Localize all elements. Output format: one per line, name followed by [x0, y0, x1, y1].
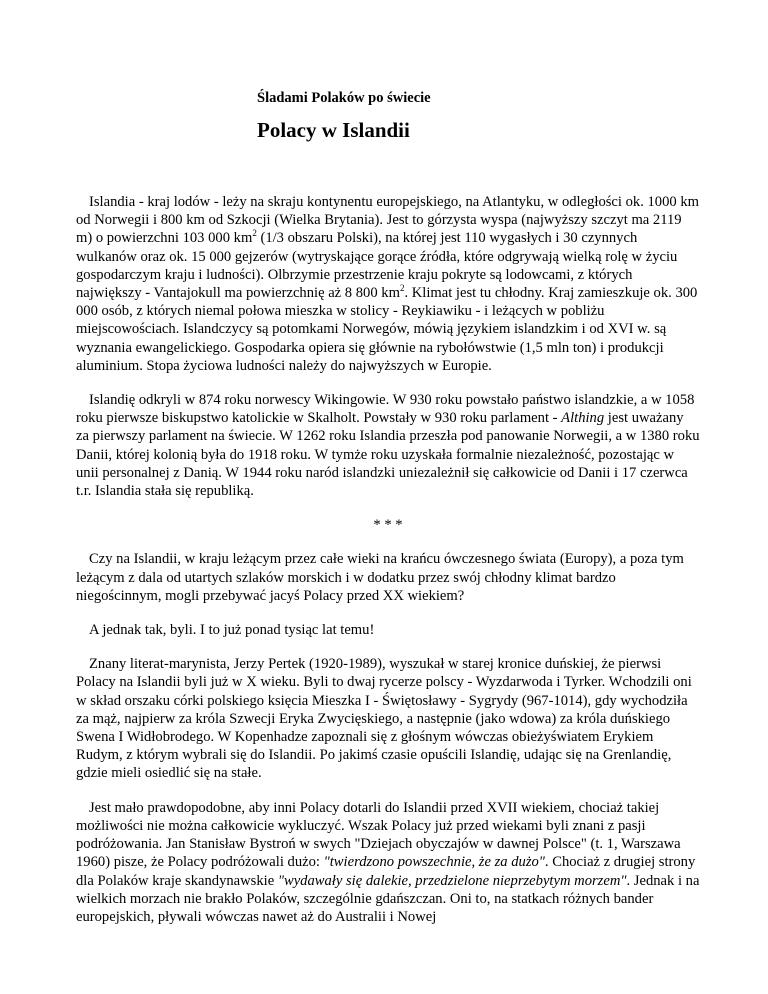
section-separator [76, 516, 700, 534]
superscript: 2 [399, 283, 405, 294]
paragraph [76, 655, 700, 782]
italic-text: "twierdzono powszechnie, że za dużo" [323, 854, 545, 871]
text-run: A jednak tak, byli. I to już ponad tysiąc lat temu! [89, 622, 375, 639]
text-run: jest uważany za pierwszy parlament na świecie. W 1262 roku Islandia przeszła pod panowanie Norwegii, a w 1380 roku Danii, której kolonią była do 1918 roku. W tymże roku uzyskała formalnie niezależność, pozostając w unii personalnej z Danią. W 1944 roku naród islandzki uniezależnił się całkowicie od Danii i 17 czerwca t.r. Islandia stała się republiką. [76, 410, 700, 500]
paragraph [76, 193, 700, 375]
paragraph [76, 621, 700, 639]
text-run: Islandia - kraj lodów - leży na skraju kontynentu europejskiego, na Atlantyku, w odległości ok. 1000 km od Norwegii i 800 km od Szkocji (Wielka Brytania). Jest to górzysta wyspa (najwyższy szczyt ma 2119 m) o powierzchni 103 000 km [76, 194, 699, 247]
text-run: . Chociaż z drugiej strony dla Polaków kraje skandynawskie [76, 854, 696, 889]
italic-text: Althing [561, 410, 605, 427]
text-run: Czy na Islandii, w kraju leżącym przez całe wieki na krańcu ówczesnego świata (Europy), a poza tym leżącym z dala od utartych szlaków morskich i w dodatku przez swój chłodny klimat bardzo niegościnnym, mogli przebywać jacyś Polacy przed XX wiekiem? [76, 551, 684, 604]
text-run: . Klimat jest tu chłodny. Kraj zamieszkuje ok. 300 000 osób, z których niemal połowa mieszka w stolicy - Reykiawiku - i leżących w pobliżu miejscowościach. Islandczycy są potomkami Norwegów, mówią językiem islandzkim i od XVI w. są wyznania ewangelickiego. Gospodarka opiera się głównie na rybołówstwie (1,5 mln ton) i produkcji aluminium. Stopa życiowa ludności należy do najwyższych w Europie. [76, 285, 698, 374]
article-body [76, 193, 700, 942]
text-run: Jest mało prawdopodobne, aby inni Polacy dotarli do Islandii przed XVII wiekiem, chociaż takiej możliwości nie można całkowicie wykluczyć. Wszak Polacy już przed wiekami byli znani z pasji podróżowania. Jan Stanisław Bystroń w swych "Dziejach obyczajów w dawnej Polsce" (t. 1, Warszawa 1960) pisze, że Polacy podróżowali dużo: [76, 799, 681, 871]
article-title: Polacy w Islandii [257, 118, 410, 142]
text-run: Znany literat-marynista, Jerzy Pertek (1920-1989), wyszukał w starej kronice duńskiej, że pierwsi Polacy na Islandii byli już w X wieku. Byli to dwaj rycerze polscy - Wyzdarwoda i Tyrker. Wchodzili oni w skład orszaku córki polskiego księcia Mieszka I - Świętosławy - Sygrydy (967-1014), gdy wychodziła za mąż, najpierw za króla Szwecji Eryka Zwycięskiego, a następnie (jako wdowa) za króla duńskiego Swena I Widłobrodego. W Kopenhadze zapoznali się z głośnym wówczas obieżyświatem Erykiem Rudym, z którym wybrali się do Islandii. Po jakimś czasie opuścili Islandię, udając się na Grenlandię, gdzie mieli osiedlić się na stałe. [76, 656, 692, 782]
superscript: 2 [252, 228, 257, 239]
text-run: * * * [373, 517, 403, 534]
text-run: Islandię odkryli w 874 roku norwescy Wikingowie. W 930 roku powstało państwo islandzkie, a w 1058 roku pierwsze biskupstwo katolickie w Skalholt. Powstały w 930 roku parlament - [76, 392, 695, 427]
series-title: Śladami Polaków po świecie [257, 90, 431, 106]
paragraph [76, 391, 700, 500]
text-run: (1/3 obszaru Polski), na której jest 110 wygasłych i 30 czynnych wulkanów oraz ok. 15 000 gejzerów (wytryskające gorące źródła, które odgrywają wielką rolę w życiu gospodarczym kraju i ludności). Olbrzymie przestrzenie kraju pokryte są lodowcami, z których największy - Vantajokull ma powierzchnię aż 8 800 km [76, 230, 678, 302]
italic-text: "wydawały się dalekie, przedzielone nieprzebytym morzem" [277, 872, 627, 889]
text-run: . Jednak i na wielkich morzach nie brakło Polaków, szczególnie gdańszczan. Oni to, na statkach różnych bander europejskich, pływali wówczas nawet aż do Australii i Nowej [76, 872, 700, 925]
paragraph [76, 550, 700, 605]
paragraph [76, 799, 700, 926]
